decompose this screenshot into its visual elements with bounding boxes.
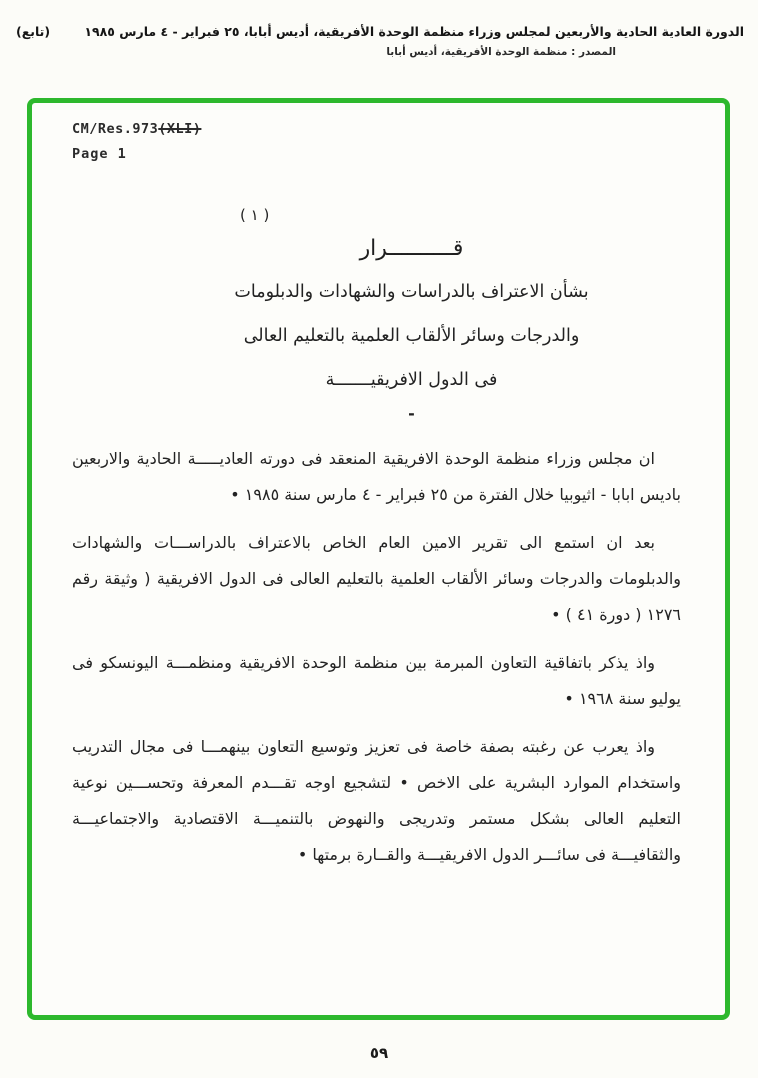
continued-label: (تابع) <box>16 24 51 39</box>
scanned-document <box>27 98 730 1020</box>
paragraph-recalling: واذ يذكر باتفاقية التعاون المبرمة بين منظمة الوحدة الافريقية ومنظمـــة اليونسكو فى يوليو سنة ١٩٦٨ • <box>72 653 681 709</box>
title-block <box>72 236 681 423</box>
paragraph-expressing: واذ يعرب عن رغبته بصفة خاصة فى تعزيز وتوسيع التعاون بينهمـــا فى مجال التدريب واستخدام الموارد البشرية على الاخص • لتشجيع اوجه تقـــدم المعرفة وتحســـين نوعية التعليم العالى بشكل مستمر وتدريجى والنهوض بالتنميـــة الاقتصادية والاجتماعيـــة والثقافيـــة فى سائـــر الدول الافريقيـــة والقــارة برمتها • <box>72 737 681 865</box>
item-number: ( ١ ) <box>240 206 270 224</box>
catalog-header <box>16 24 744 58</box>
subtitle-line-1: بشأن الاعتراف بالدراسات والشهادات والدبلومات <box>234 282 589 302</box>
reference-code: CM/Res.973 <box>72 121 159 137</box>
paragraph-having-heard: بعد ان استمع الى تقرير الامين العام الخاص بالاعتراف بالدراســـات والشهادات والدبلومات والدرجات وسائر الألقاب العلمية بالتعليم العالى فى الدول الافريقية ( وثيقة رقم ١٢٧٦ ( دورة ٤١ ) • <box>72 533 681 625</box>
document-reference <box>72 121 681 137</box>
resolution-title: قــــــــــرار <box>359 236 464 261</box>
divider-dash: - <box>408 404 415 424</box>
catalog-header-line <box>16 24 744 39</box>
source-line: المصدر : منظمة الوحدة الأفريقية، أديس أبابا <box>386 46 616 58</box>
resolution-subtitle <box>142 271 681 402</box>
page-number: ٥٩ <box>369 1044 389 1062</box>
paragraph-preamble: ان مجلس وزراء منظمة الوحدة الافريقية المنعقد فى دورته العاديـــــة الحادية والاربعين باديس ابابا - اثيوبيا خلال الفترة من ٢٥ فبراير - ٤ مارس سنة ١٩٨٥ • <box>72 449 681 505</box>
subtitle-line-3: فى الدول الافريقيـــــــة <box>325 369 498 390</box>
reference-session: (XLI) <box>158 121 202 137</box>
session-title: الدورة العادية الحادية والأربعين لمجلس وزراء منظمة الوحدة الأفريقية، أديس أبابا، ٢٥ فبراير - ٤ مارس ١٩٨٥ <box>84 24 744 39</box>
page-label: Page 1 <box>72 146 127 162</box>
subtitle-line-2: والدرجات وسائر الألقاب العلمية بالتعليم العالى <box>243 325 580 346</box>
